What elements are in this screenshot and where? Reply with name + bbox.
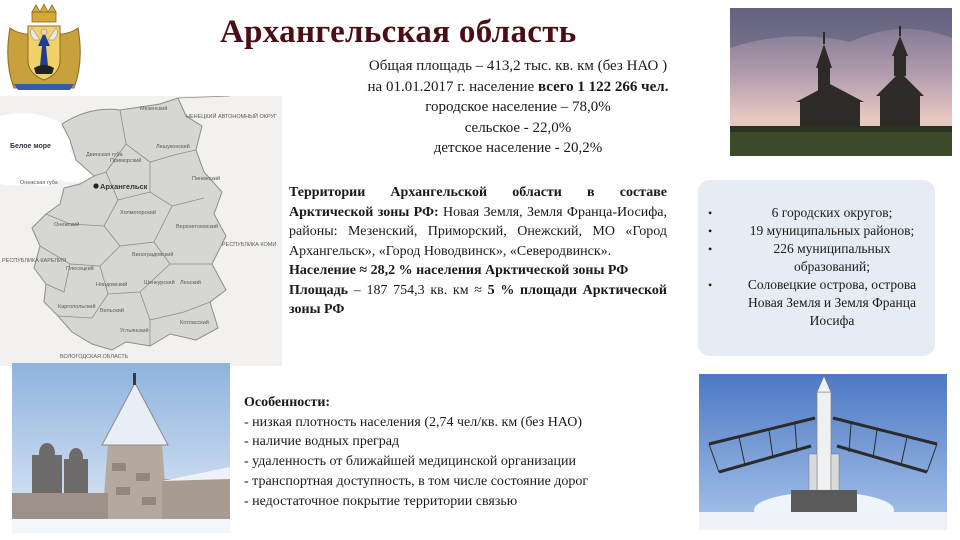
municipal-list: [708, 204, 930, 330]
list-item: - наличие водных преград: [244, 434, 400, 450]
map-label-sea: Белое море: [10, 143, 51, 150]
map-label-plesetsk: Плесецкий: [66, 266, 94, 272]
population-stats: [318, 56, 718, 159]
map-label-lensky: Ленский: [180, 280, 202, 286]
map-label-velsk: Вельский: [100, 308, 124, 314]
list-item: • 226 муниципальных образований;: [708, 241, 891, 274]
features-list: [244, 393, 684, 511]
municipal-info-box: [698, 180, 935, 356]
map-label-onega: Онежская губа: [20, 180, 58, 186]
stats-children: детское население - 20,2%: [433, 140, 603, 156]
map-label-shenkursk: Шенкурский: [144, 280, 175, 286]
map-label-city: Архангельск: [100, 182, 148, 191]
map-label-vologda: ВОЛОГОДСКАЯ ОБЛАСТЬ: [60, 354, 129, 360]
page-title: Архангельская область: [220, 14, 577, 50]
map-label-nao: НЕНЕЦКИЙ АВТОНОМНЫЙ ОКРУГ: [186, 114, 278, 120]
map-label-komi: РЕСПУБЛИКА КОМИ: [222, 242, 277, 248]
map-label-karelia: РЕСПУБЛИКА КАРЕЛИЯ: [2, 258, 67, 264]
coat-of-arms: [4, 2, 84, 94]
map-label-dvinsk: Двинская губа: [86, 152, 123, 158]
arctic-population: Население ≈ 28,2 % населения Арктической зоны РФ: [289, 263, 629, 278]
bullet-icon: •: [708, 224, 713, 238]
bullet-icon: •: [708, 278, 713, 292]
list-item: - транспортная доступность, в том числе состояние дорог: [244, 473, 589, 489]
map-label-ustya: Устьянский: [120, 328, 149, 334]
stats-rural: сельское - 22,0%: [464, 119, 572, 136]
bullet-icon: •: [708, 242, 713, 256]
map-label-vinograd: Виноградовский: [132, 252, 174, 258]
features-heading: Особенности:: [244, 395, 331, 410]
stats-area: Общая площадь – 413,2 тыс. кв. км (без НАО ): [368, 58, 668, 74]
arctic-zone-info: [289, 183, 667, 320]
list-item: • 6 городских округов;: [708, 205, 893, 220]
photo-wooden-church: [730, 8, 952, 156]
arctic-territories: Территории Архангельской области в составе Арктической зоны РФ: Новая Земля, Земля Франца-Иосифа, районы: Мезенский, Приморский, Онежский, МО «Город Архангельск», «Город Новодвинск», «Северодвинск».: [289, 185, 667, 259]
map-label-mezen: Мезенский: [140, 106, 168, 112]
list-item: • 19 муниципальных районов;: [708, 223, 915, 238]
list-item: - недостаточное покрытие территории связью: [244, 493, 518, 509]
map-label-leshukon: Лешуконский: [156, 144, 190, 150]
photo-rocket-launch: [699, 374, 947, 530]
map-label-primorsk: Приморский: [110, 158, 142, 164]
map-label-verkhnetoem: Верхнетоемский: [176, 224, 219, 230]
stats-population: на 01.01.2017 г. население всего 1 122 266 чел.: [367, 78, 669, 95]
region-map: [0, 96, 282, 366]
stats-urban: городское население – 78,0%: [425, 99, 611, 115]
bullet-icon: •: [708, 206, 713, 220]
photo-solovetsky-kremlin: [12, 363, 230, 533]
map-label-nyandoma: Няндомский: [96, 282, 128, 288]
list-item: • Соловецкие острова, острова Новая Земля и Земля Франца Иосифа: [708, 277, 917, 328]
map-label-kargopol: Каргопольский: [58, 304, 96, 310]
map-label-kholmogory: Холмогорский: [120, 210, 156, 216]
list-item: - удаленность от ближайшей медицинской организации: [244, 454, 576, 470]
map-label-onezhsky: Онежский: [54, 222, 80, 228]
map-label-pinega: Пинежский: [192, 176, 221, 182]
map-label-kotlas: Котласский: [180, 320, 209, 326]
arctic-area: Площадь – 187 754,3 кв. км ≈ 5 % площади Арктической зоны РФ: [289, 282, 667, 317]
list-item: - низкая плотность населения (2,74 чел/кв. км (без НАО): [244, 414, 582, 430]
